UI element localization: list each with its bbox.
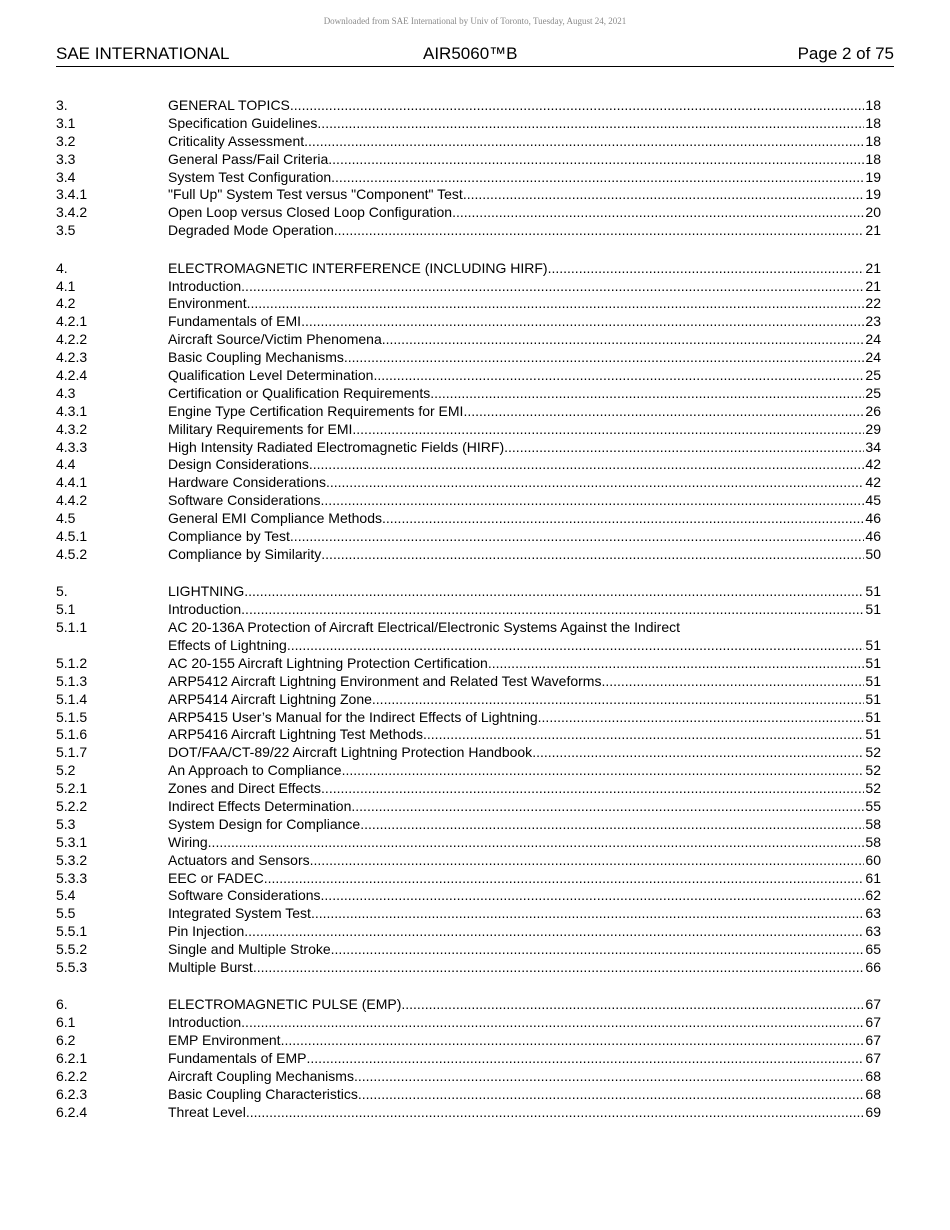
toc-entry[interactable]	[56, 439, 881, 457]
dot-leader	[247, 295, 865, 313]
toc-entry-page: 51	[865, 672, 881, 689]
toc-entry-title: High Intensity Radiated Electromagnetic Fields (HIRF)	[168, 438, 505, 455]
toc-entry-page: 20	[865, 204, 881, 221]
toc-entry[interactable]	[56, 709, 881, 727]
toc-entry-number: 4.5.2	[56, 545, 88, 562]
toc-entry-page: 55	[865, 797, 881, 814]
toc-entry-page: 24	[865, 331, 881, 348]
toc-entry-page: 52	[865, 762, 881, 779]
dot-leader	[309, 456, 865, 474]
toc-entry[interactable]	[56, 1050, 881, 1068]
toc-entry-page: 63	[865, 923, 881, 940]
dot-leader	[241, 601, 864, 619]
dot-leader	[208, 834, 865, 852]
toc-entry-title: Specification Guidelines	[168, 114, 318, 131]
toc-entry-title: An Approach to Compliance	[168, 762, 342, 779]
toc-entry-page: 51	[865, 726, 881, 743]
toc-entry[interactable]	[56, 421, 881, 439]
toc-entry-number: 4.2	[56, 295, 76, 312]
toc-entry-number: 4.3	[56, 384, 76, 401]
toc-entry-number: 5.3.3	[56, 869, 88, 886]
toc-entry-number: 3.4.2	[56, 204, 88, 221]
toc-entry-page: 51	[865, 708, 881, 725]
toc-entry-page: 26	[865, 402, 881, 419]
dot-leader	[538, 709, 865, 727]
dot-leader	[372, 691, 865, 709]
toc-entry[interactable]	[56, 1104, 881, 1122]
toc-entry-number: 4.1	[56, 277, 76, 294]
toc-section	[56, 996, 881, 1121]
dot-leader	[532, 744, 864, 762]
document-number: AIR5060™B	[423, 44, 518, 63]
publisher-name: SAE INTERNATIONAL	[56, 44, 230, 63]
dot-leader	[321, 546, 864, 564]
toc-entry-title: ELECTROMAGNETIC INTERFERENCE (INCLUDING HIRF)	[168, 259, 548, 276]
toc-entry-page: 45	[865, 492, 881, 509]
toc-entry-title: Introduction	[168, 277, 242, 294]
toc-entry-title: Threat Level	[168, 1103, 246, 1120]
download-watermark: Downloaded from SAE International by Univ of Toronto, Tuesday, August 24, 2021	[323, 16, 627, 26]
dot-leader	[246, 1104, 865, 1122]
toc-entry[interactable]	[56, 260, 881, 278]
toc-entry[interactable]	[56, 456, 881, 474]
toc-entry[interactable]	[56, 528, 881, 546]
toc-entry[interactable]	[56, 115, 881, 133]
dot-leader	[334, 222, 865, 240]
toc-entry-title: Software Considerations	[168, 887, 321, 904]
toc-entry-page: 50	[865, 545, 881, 562]
toc-entry-number: 5.1.7	[56, 744, 88, 761]
toc-entry-page: 51	[865, 690, 881, 707]
toc-entry-number: 5.3.2	[56, 851, 88, 868]
toc-entry-number: 3.5	[56, 222, 76, 239]
toc-entry-page: 65	[865, 941, 881, 958]
toc-entry-number: 6.2.3	[56, 1085, 88, 1102]
toc-section	[56, 260, 881, 564]
toc-entry-number: 6.2	[56, 1032, 76, 1049]
dot-leader	[244, 583, 864, 601]
toc-entry-number: 3.4	[56, 168, 76, 185]
toc-entry-number: 4.3.2	[56, 420, 88, 437]
toc-entry[interactable]	[56, 744, 881, 762]
toc-entry-title: LIGHTNING	[168, 583, 245, 600]
toc-entry-title: Degraded Mode Operation	[168, 222, 334, 239]
toc-entry-title: Basic Coupling Mechanisms	[168, 349, 344, 366]
dot-leader	[504, 439, 864, 457]
toc-entry-title: Introduction	[168, 601, 242, 618]
toc-entry-number: 5.1.2	[56, 654, 88, 671]
toc-entry-number: 3.1	[56, 114, 76, 131]
dot-leader	[354, 1068, 864, 1086]
toc-entry[interactable]	[56, 222, 881, 240]
dot-leader	[452, 204, 864, 222]
toc-entry[interactable]	[56, 295, 881, 313]
toc-entry-title: ARP5414 Aircraft Lightning Zone	[168, 690, 372, 707]
toc-entry-title: Introduction	[168, 1014, 242, 1031]
dot-leader	[382, 510, 864, 528]
dot-leader	[241, 1014, 864, 1032]
dot-leader	[360, 816, 864, 834]
toc-entry-page: 68	[865, 1067, 881, 1084]
toc-section	[56, 583, 881, 977]
toc-entry-number: 5.4	[56, 887, 76, 904]
toc-entry-number: 6.2.2	[56, 1067, 88, 1084]
dot-leader	[328, 151, 864, 169]
toc-entry-title: EMP Environment	[168, 1032, 281, 1049]
toc-entry-number: 5.5.3	[56, 958, 88, 975]
toc-entry-page: 51	[865, 636, 881, 653]
dot-leader	[301, 313, 864, 331]
toc-entry-title: Single and Multiple Stroke	[168, 941, 331, 958]
toc-entry[interactable]	[56, 1086, 881, 1104]
toc-section	[56, 97, 881, 240]
toc-entry[interactable]	[56, 169, 881, 187]
toc-entry-page: 34	[865, 438, 881, 455]
toc-entry-number: 5.5.2	[56, 941, 88, 958]
toc-entry-page: 18	[865, 132, 881, 149]
toc-entry-number: 5.1.4	[56, 690, 88, 707]
toc-entry-number: 4.4.2	[56, 492, 88, 509]
toc-entry-title: Fundamentals of EMP	[168, 1050, 307, 1067]
dot-leader	[358, 1086, 865, 1104]
toc-entry[interactable]	[56, 331, 881, 349]
toc-entry[interactable]	[56, 923, 881, 941]
toc-entry-page: 67	[865, 1050, 881, 1067]
toc-entry-title: EEC or FADEC	[168, 869, 264, 886]
toc-entry[interactable]	[56, 492, 881, 510]
dot-leader	[430, 385, 864, 403]
toc-entry-title: Integrated System Test	[168, 905, 311, 922]
toc-entry[interactable]	[56, 762, 881, 780]
toc-entry-page: 21	[865, 259, 881, 276]
toc-entry-page: 66	[865, 958, 881, 975]
toc-entry-page: 25	[865, 366, 881, 383]
toc-entry[interactable]	[56, 367, 881, 385]
toc-entry-title: ARP5415 User’s Manual for the Indirect Effects of Lightning	[168, 708, 538, 725]
dot-leader	[463, 403, 864, 421]
toc-entry-title: Fundamentals of EMI	[168, 313, 302, 330]
toc-entry-page: 60	[865, 851, 881, 868]
dot-leader	[488, 655, 865, 673]
toc-entry-number: 5.3.1	[56, 833, 88, 850]
toc-entry-number: 5.5.1	[56, 923, 88, 940]
toc-entry[interactable]	[56, 151, 881, 169]
toc-entry-title: Actuators and Sensors	[168, 851, 310, 868]
dot-leader	[344, 349, 865, 367]
toc-entry[interactable]	[56, 852, 881, 870]
toc-entry-title: Aircraft Coupling Mechanisms	[168, 1067, 354, 1084]
toc-entry-title: GENERAL TOPICS	[168, 97, 290, 113]
toc-entry-page: 18	[865, 97, 881, 113]
toc-entry-page: 51	[865, 654, 881, 671]
toc-entry-number: 5.2	[56, 762, 76, 779]
toc-entry[interactable]	[56, 186, 881, 204]
toc-entry[interactable]	[56, 583, 881, 601]
toc-entry[interactable]	[56, 655, 881, 673]
toc-entry[interactable]	[56, 601, 881, 619]
toc-entry-page: 63	[865, 905, 881, 922]
toc-entry-title: ELECTROMAGNETIC PULSE (EMP)	[168, 996, 402, 1013]
toc-entry-number: 4.2.3	[56, 349, 88, 366]
toc-entry-page: 25	[865, 384, 881, 401]
toc-entry-number: 5.	[56, 583, 68, 600]
toc-entry-number: 5.1.1	[56, 619, 88, 636]
toc-entry-title: Pin Injection	[168, 923, 245, 940]
dot-leader	[290, 97, 865, 115]
toc-entry-number: 5.1	[56, 601, 76, 618]
toc-entry[interactable]	[56, 870, 881, 888]
toc-entry[interactable]	[56, 887, 881, 905]
toc-entry-page: 18	[865, 150, 881, 167]
toc-entry-number: 4.3.1	[56, 402, 88, 419]
dot-leader	[401, 996, 864, 1014]
toc-entry-page: 19	[865, 168, 881, 185]
dot-leader	[321, 780, 864, 798]
toc-entry-page: 21	[865, 277, 881, 294]
toc-entry-title-first-line: AC 20-136A Protection of Aircraft Electrical/Electronic Systems Against the Indirect	[168, 619, 681, 636]
toc-entry[interactable]	[56, 941, 881, 959]
dot-leader	[304, 133, 864, 151]
toc-entry-page: 68	[865, 1085, 881, 1102]
toc-entry-number: 5.2.1	[56, 780, 88, 797]
toc-entry-title: General Pass/Fail Criteria	[168, 150, 329, 167]
toc-entry-title: AC 20-155 Aircraft Lightning Protection Certification	[168, 654, 488, 671]
dot-leader	[331, 941, 865, 959]
toc-entry[interactable]	[56, 474, 881, 492]
toc-entry[interactable]	[56, 798, 881, 816]
toc-entry-number: 6.1	[56, 1014, 76, 1031]
toc-entry-number: 6.2.4	[56, 1103, 88, 1120]
dot-leader	[548, 260, 865, 278]
toc-entry-title: Qualification Level Determination	[168, 366, 374, 383]
toc-entry-title: System Test Configuration	[168, 168, 332, 185]
toc-entry-number: 4.4.1	[56, 474, 88, 491]
toc-entry-title: Criticality Assessment	[168, 132, 305, 149]
toc-entry-number: 4.3.3	[56, 438, 88, 455]
toc-entry[interactable]	[56, 510, 881, 528]
toc-entry-title: Military Requirements for EMI	[168, 420, 353, 437]
toc-entry[interactable]	[56, 546, 881, 564]
toc-entry-number: 5.1.5	[56, 708, 88, 725]
dot-leader	[287, 637, 865, 655]
dot-leader	[331, 169, 864, 187]
toc-entry-title: Compliance by Similarity	[168, 545, 322, 562]
dot-leader	[423, 726, 864, 744]
toc-entry-number: 4.	[56, 259, 68, 276]
toc-entry[interactable]	[56, 905, 881, 923]
toc-entry-page: 52	[865, 780, 881, 797]
toc-entry-title: Open Loop versus Closed Loop Configuration	[168, 204, 453, 221]
dot-leader	[310, 852, 865, 870]
toc-entry-number: 4.4	[56, 456, 76, 473]
toc-entry[interactable]	[56, 133, 881, 151]
toc-entry-title: DOT/FAA/CT-89/22 Aircraft Lightning Protection Handbook	[168, 744, 533, 761]
toc-entry-page: 42	[865, 456, 881, 473]
toc-entry-title: ARP5412 Aircraft Lightning Environment and Related Test Waveforms	[168, 672, 602, 689]
toc-entry-number: 4.5.1	[56, 527, 88, 544]
toc-entry[interactable]	[56, 1032, 881, 1050]
dot-leader	[601, 673, 864, 691]
toc-entry-number: 4.2.2	[56, 331, 88, 348]
dot-leader	[342, 762, 865, 780]
toc-entry-number: 5.1.6	[56, 726, 88, 743]
toc-entry-number: 3.2	[56, 132, 76, 149]
dot-leader	[244, 923, 864, 941]
toc-entry[interactable]	[56, 97, 881, 115]
toc-entry-page: 22	[865, 295, 881, 312]
toc-entry-page: 67	[865, 1032, 881, 1049]
toc-entry-page: 29	[865, 420, 881, 437]
toc-entry-number: 4.2.4	[56, 366, 88, 383]
toc-entry[interactable]	[56, 834, 881, 852]
toc-entry-title: ARP5416 Aircraft Lightning Test Methods	[168, 726, 424, 743]
toc-entry[interactable]	[56, 278, 881, 296]
toc-entry-page: 58	[865, 815, 881, 832]
dot-leader	[253, 959, 865, 977]
toc-entry-page: 21	[865, 222, 881, 239]
toc-entry[interactable]	[56, 204, 881, 222]
toc-entry-page: 46	[865, 527, 881, 544]
toc-entry-page: 18	[865, 114, 881, 131]
page-header	[56, 44, 894, 67]
toc-entry-title: "Full Up" System Test versus "Component" Test	[168, 186, 463, 203]
toc-entry-title: Design Considerations	[168, 456, 309, 473]
dot-leader	[307, 1050, 865, 1068]
toc-entry[interactable]	[56, 780, 881, 798]
toc-entry-number: 5.2.2	[56, 797, 88, 814]
toc-entry[interactable]	[56, 1014, 881, 1032]
toc-entry-number: 6.2.1	[56, 1050, 88, 1067]
toc-entry-page: 62	[865, 887, 881, 904]
toc-entry-number: 5.5	[56, 905, 76, 922]
toc-entry-number: 3.3	[56, 150, 76, 167]
toc-entry[interactable]	[56, 403, 881, 421]
dot-leader	[463, 186, 865, 204]
toc-entry-number: 4.5	[56, 510, 76, 527]
toc-entry[interactable]	[56, 349, 881, 367]
toc-entry[interactable]	[56, 816, 881, 834]
toc-entry[interactable]	[56, 313, 881, 331]
dot-leader	[373, 367, 864, 385]
dot-leader	[290, 528, 865, 546]
toc-entry-page: 67	[865, 1014, 881, 1031]
toc-entry-page: 19	[865, 186, 881, 203]
dot-leader	[281, 1032, 865, 1050]
dot-leader	[321, 887, 865, 905]
toc-entry-title: Software Considerations	[168, 492, 321, 509]
dot-leader	[241, 278, 864, 296]
toc-entry-title: Zones and Direct Effects	[168, 780, 322, 797]
dot-leader	[321, 492, 865, 510]
toc-entry-title: Wiring	[168, 833, 208, 850]
toc-entry-page: 51	[865, 601, 881, 618]
dot-leader	[382, 331, 865, 349]
toc-entry-title: Hardware Considerations	[168, 474, 326, 491]
toc-entry-number: 4.2.1	[56, 313, 88, 330]
dot-leader	[264, 870, 865, 888]
toc-entry-title: Aircraft Source/Victim Phenomena	[168, 331, 382, 348]
toc-entry[interactable]	[56, 673, 881, 691]
toc-entry-page: 23	[865, 313, 881, 330]
toc-entry-page: 58	[865, 833, 881, 850]
toc-entry[interactable]	[56, 691, 881, 709]
table-of-contents	[56, 97, 881, 1141]
dot-leader	[352, 421, 864, 439]
toc-entry-title: Environment	[168, 295, 247, 312]
toc-entry-title: Basic Coupling Characteristics	[168, 1085, 358, 1102]
toc-entry[interactable]	[56, 619, 881, 655]
toc-entry-page: 24	[865, 349, 881, 366]
toc-entry-number: 6.	[56, 996, 68, 1013]
toc-entry[interactable]	[56, 959, 881, 977]
toc-entry-page: 42	[865, 474, 881, 491]
toc-entry-title: Effects of Lightning	[168, 636, 287, 653]
page-number: Page 2 of 75	[797, 44, 894, 63]
dot-leader	[311, 905, 864, 923]
toc-entry-page: 67	[865, 996, 881, 1013]
dot-leader	[351, 798, 864, 816]
toc-entry-page: 61	[865, 869, 881, 886]
toc-entry-title: Certification or Qualification Requirements	[168, 384, 431, 401]
toc-entry-number: 3.4.1	[56, 186, 88, 203]
toc-entry[interactable]	[56, 385, 881, 403]
dot-leader	[326, 474, 864, 492]
toc-entry-page: 69	[865, 1103, 881, 1120]
toc-entry-number: 5.1.3	[56, 672, 88, 689]
toc-entry-number: 3.	[56, 97, 68, 113]
toc-entry[interactable]	[56, 726, 881, 744]
toc-entry-page: 51	[865, 583, 881, 600]
toc-entry-title: General EMI Compliance Methods	[168, 510, 382, 527]
toc-entry[interactable]	[56, 1068, 881, 1086]
toc-entry-number: 5.3	[56, 815, 76, 832]
toc-entry-title: Compliance by Test	[168, 527, 290, 544]
toc-entry-title: System Design for Compliance	[168, 815, 361, 832]
toc-entry-title: Multiple Burst	[168, 958, 253, 975]
toc-entry-title: Engine Type Certification Requirements for EMI	[168, 402, 464, 419]
toc-entry-title: Indirect Effects Determination	[168, 797, 352, 814]
toc-entry-page: 52	[865, 744, 881, 761]
dot-leader	[317, 115, 864, 133]
toc-entry[interactable]	[56, 996, 881, 1014]
toc-entry-page: 46	[865, 510, 881, 527]
